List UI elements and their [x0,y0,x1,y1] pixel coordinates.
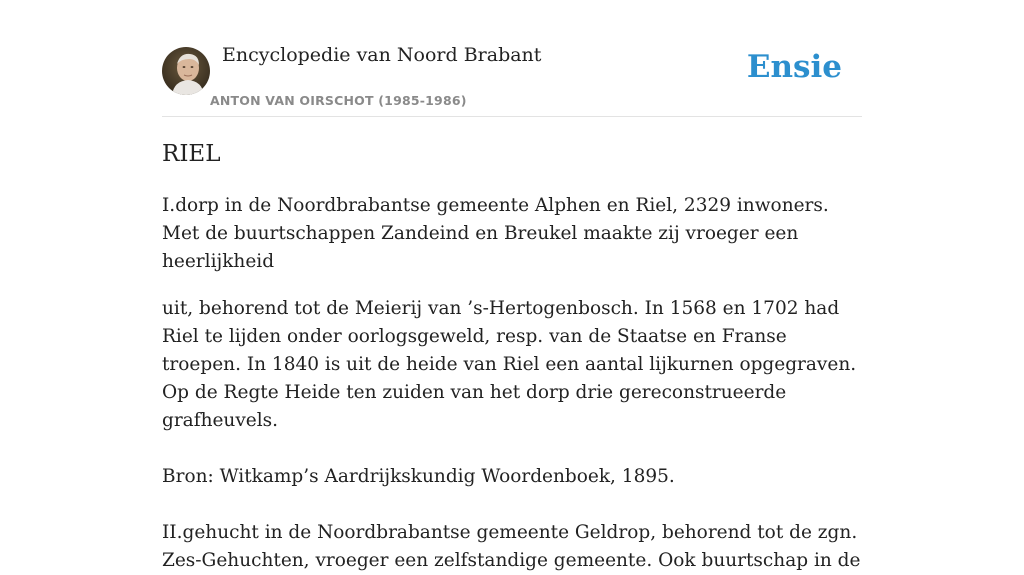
avatar[interactable] [162,47,210,95]
author-name[interactable]: ANTON VAN OIRSCHOT (1985-1986) [210,93,467,108]
header [162,0,862,117]
entry-body [162,192,862,575]
source-title[interactable]: Encyclopedie van Noord Brabant [222,44,542,66]
page [162,0,862,571]
paragraph: II.gehucht in de Noordbrabantse gemeente Geldrop, behorend tot de zgn. Zes-Gehuchten, vroeger een zelfstandige gemeente. Ook buurtschap in de [162,522,861,571]
brand-logo[interactable]: Ensie [746,49,842,85]
entry-title: RIEL [162,141,221,167]
paragraph: uit, behorend tot de Meierij van ’s-Hertogenbosch. In 1568 en 1702 had Riel te lijden onder oorlogsgeweld, resp. van de Staatse en Franse troepen. In 1840 is uit de heide van Riel een aantal lijkurnen opgegraven. Op de Regte Heide ten zuiden van het dorp drie gereconstrueerde grafheuvels. [162,298,857,431]
paragraph: Bron: Witkamp’s Aardrijkskundig Woordenboek, 1895. [162,466,675,487]
author-portrait-icon [162,47,210,95]
paragraph: I.dorp in de Noordbrabantse gemeente Alphen en Riel, 2329 inwoners. Met de buurtschappen Zandeind en Breukel maakte zij vroeger een heerlijkheid [162,195,829,272]
